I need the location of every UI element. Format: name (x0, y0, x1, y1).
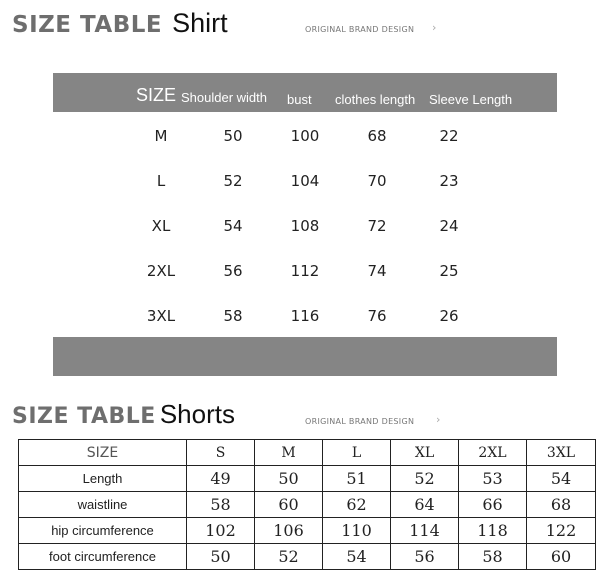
shorts-title-shorts: Shorts (159, 399, 235, 429)
shirt-size-table-title (12, 8, 228, 39)
shirt-title-size-table: SIZE TABLE (12, 12, 163, 38)
shirt-cell-sleeve: 26 (439, 307, 459, 325)
shorts-header-xl: XL (391, 440, 459, 466)
shorts-row-length (19, 466, 596, 492)
shirt-cell-size: 3XL (146, 307, 176, 325)
shorts-header-size: SIZE (19, 440, 187, 466)
shorts-cell: 66 (459, 492, 527, 518)
shorts-cell: 49 (187, 466, 255, 492)
shirt-header-sleeve-length: Sleeve Length (429, 92, 513, 107)
shorts-chevron-icon: › (436, 413, 441, 426)
shirt-table-header (53, 73, 557, 112)
shirt-cell-size: 2XL (146, 262, 176, 280)
shirt-header-size: SIZE (136, 85, 177, 105)
shorts-header-l: L (323, 440, 391, 466)
shirt-cell-bust: 100 (290, 127, 320, 145)
shirt-cell-length: 68 (367, 127, 387, 145)
shorts-cell: 114 (391, 518, 459, 544)
shirt-chevron-icon: › (432, 21, 437, 34)
shorts-cell: 56 (391, 544, 459, 570)
shirt-header-bust: bust (287, 92, 312, 107)
shorts-cell: 102 (187, 518, 255, 544)
shorts-cell: 106 (255, 518, 323, 544)
shirt-brand-text: ORIGINAL BRAND DESIGN (305, 25, 415, 34)
shorts-cell: 52 (255, 544, 323, 570)
shorts-size-table (18, 439, 596, 570)
shorts-cell: 118 (459, 518, 527, 544)
shirt-cell-bust: 112 (290, 262, 320, 280)
shorts-header-m: M (255, 440, 323, 466)
shorts-row-label: Length (19, 466, 187, 492)
shirt-cell-length: 72 (367, 217, 387, 235)
shirt-cell-bust: 108 (290, 217, 320, 235)
shorts-cell: 50 (255, 466, 323, 492)
shirt-cell-length: 74 (367, 262, 387, 280)
shirt-table-footer-bar (53, 337, 557, 376)
shorts-row-hip-circumference (19, 518, 596, 544)
shorts-header-3xl: 3XL (527, 440, 596, 466)
shorts-header-s: S (187, 440, 255, 466)
shorts-cell: 122 (527, 518, 596, 544)
shirt-title-shirt: Shirt (172, 8, 228, 38)
shirt-cell-sleeve: 23 (439, 172, 459, 190)
shorts-row-foot-circumference (19, 544, 596, 570)
shorts-cell: 52 (391, 466, 459, 492)
shirt-cell-size: M (154, 127, 168, 145)
shorts-cell: 60 (255, 492, 323, 518)
shorts-cell: 110 (323, 518, 391, 544)
shirt-cell-sleeve: 24 (439, 217, 459, 235)
shirt-cell-length: 76 (367, 307, 387, 325)
shirt-cell-length: 70 (367, 172, 387, 190)
shirt-header-shoulder-width: Shoulder width (181, 90, 267, 105)
shirt-cell-size: L (156, 172, 166, 190)
shorts-cell: 54 (323, 544, 391, 570)
shorts-cell: 54 (527, 466, 596, 492)
shorts-cell: 60 (527, 544, 596, 570)
shorts-header-2xl: 2XL (459, 440, 527, 466)
shorts-brand-text: ORIGINAL BRAND DESIGN (305, 417, 415, 426)
shorts-row-label: hip circumference (19, 518, 187, 544)
shorts-cell: 53 (459, 466, 527, 492)
shirt-cell-shoulder: 58 (223, 307, 243, 325)
shirt-cell-shoulder: 52 (223, 172, 243, 190)
shirt-cell-shoulder: 50 (223, 127, 243, 145)
shorts-row-waistline (19, 492, 596, 518)
shorts-cell: 58 (187, 492, 255, 518)
shirt-cell-shoulder: 54 (223, 217, 243, 235)
shirt-cell-bust: 116 (290, 307, 320, 325)
shorts-cell: 68 (527, 492, 596, 518)
shorts-row-label: foot circumference (19, 544, 187, 570)
shorts-cell: 64 (391, 492, 459, 518)
shorts-row-label: waistline (19, 492, 187, 518)
shirt-cell-shoulder: 56 (223, 262, 243, 280)
shirt-cell-sleeve: 22 (439, 127, 459, 145)
shorts-cell: 50 (187, 544, 255, 570)
shirt-cell-sleeve: 25 (439, 262, 459, 280)
shirt-header-clothes-length: clothes length (335, 92, 416, 107)
shirt-cell-bust: 104 (290, 172, 320, 190)
shirt-cell-size: XL (151, 217, 171, 235)
shorts-cell: 62 (323, 492, 391, 518)
shorts-cell: 58 (459, 544, 527, 570)
shorts-header-row (19, 440, 596, 466)
shorts-title-size-table: SIZE TABLE (12, 404, 156, 429)
shorts-size-table-title (12, 399, 235, 430)
shorts-cell: 51 (323, 466, 391, 492)
